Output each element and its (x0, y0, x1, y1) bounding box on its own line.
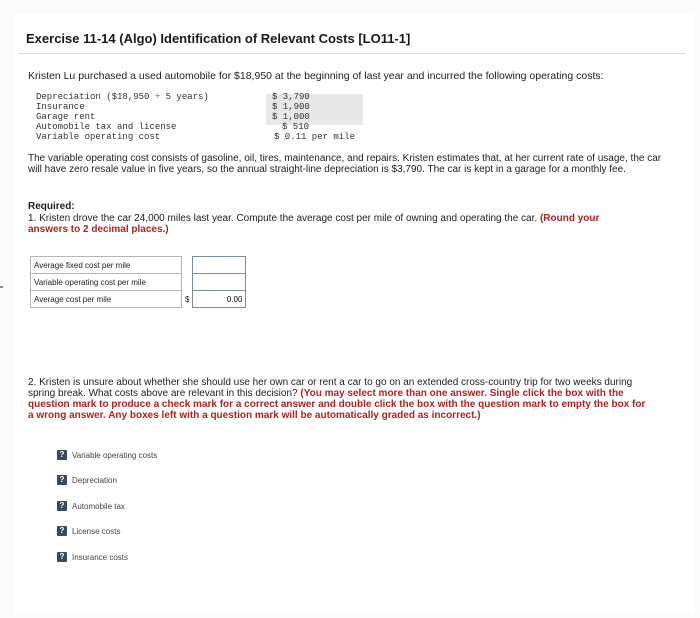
title-divider (18, 53, 686, 54)
question-1 (28, 213, 638, 235)
row-label: Average cost per mile (31, 291, 182, 308)
question-2-text: 2. Kristen is unsure about whether she should use her own car or rent a car to go on an extended cross-country trip for two weeks during spring break. What costs above are relevant in this decision? (28, 377, 633, 399)
row-label: Variable operating cost per mile (31, 274, 182, 291)
cost-value: $ 1,000 (272, 112, 310, 122)
question-mark-checkbox[interactable]: ? (57, 501, 67, 511)
option-label: Insurance costs (72, 552, 129, 562)
cost-row (36, 132, 366, 143)
currency-prefix: $ (185, 294, 190, 304)
cost-label: Depreciation ($18,950 ÷ 5 years) (36, 92, 209, 102)
cost-label: Automobile tax and license (36, 122, 177, 132)
question-mark-checkbox[interactable]: ? (57, 526, 67, 536)
cost-label: Insurance (36, 102, 85, 112)
question-1-text: 1. Kristen drove the car 24,000 miles last year. Compute the average cost per mile of owning and operating the car. (28, 213, 538, 224)
question-mark-checkbox[interactable]: ? (57, 552, 67, 562)
answer-input-cell (193, 257, 246, 274)
cost-value: $ 510 (282, 122, 310, 132)
row-label: Average fixed cost per mile (31, 257, 182, 274)
variable-cost-input[interactable] (193, 274, 245, 290)
answer-input-cell (193, 291, 246, 308)
option-label: Automobile tax (72, 501, 125, 511)
question-mark-checkbox[interactable]: ? (57, 450, 67, 460)
left-edge-marker (0, 286, 3, 288)
option-automobile-tax (57, 500, 125, 512)
option-label: Depreciation (72, 475, 117, 485)
answer-input-cell (193, 274, 246, 291)
table-row (31, 257, 246, 274)
page-title: Exercise 11-14 (Algo) Identification of Relevant Costs [LO11-1] (26, 31, 411, 46)
option-variable-operating-costs (57, 449, 157, 461)
answer-table (30, 256, 246, 308)
intro-text: Kristen Lu purchased a used automobile for $18,950 at the beginning of last year and incurred the following operating costs: (28, 70, 604, 82)
required-heading: Required: (28, 201, 75, 212)
option-label: Variable operating costs (72, 450, 158, 460)
cost-value: $ 0.11 per mile (274, 132, 356, 142)
table-row (31, 291, 246, 308)
row-gap (182, 274, 193, 291)
description-paragraph: The variable operating cost consists of gasoline, oil, tires, maintenance, and repairs. Kristen estimates that, at her current rate of usage, the car will have zero resale value in five years, so the annual straight-line depreciation is $3,790. The car is kept in a garage for a monthly fee. (28, 153, 662, 175)
option-insurance-costs (57, 551, 128, 563)
avg-fixed-cost-input[interactable] (193, 257, 245, 273)
question-mark-checkbox[interactable]: ? (57, 475, 67, 485)
option-depreciation (57, 474, 117, 486)
avg-cost-input[interactable] (193, 291, 245, 307)
cost-label: Garage rent (36, 112, 96, 122)
question-2 (28, 377, 648, 421)
row-gap (182, 257, 193, 274)
cost-value: $ 3,790 (272, 92, 310, 102)
cost-value: $ 1,900 (272, 102, 310, 112)
question-2-instructions: (You may select more than one answer. Single click the box with the question mark to produce a check mark for a correct answer and double click the box with the question mark to empty the box for a wrong answer. Any boxes left with a question mark will be automatically graded as incorrect.) (28, 388, 646, 421)
table-row (31, 274, 246, 291)
question-1-rounding: (Round your answers to 2 decimal places.) (28, 213, 600, 235)
option-label: License costs (72, 526, 121, 536)
option-license-costs (57, 525, 120, 537)
cost-label: Variable operating cost (36, 132, 161, 142)
